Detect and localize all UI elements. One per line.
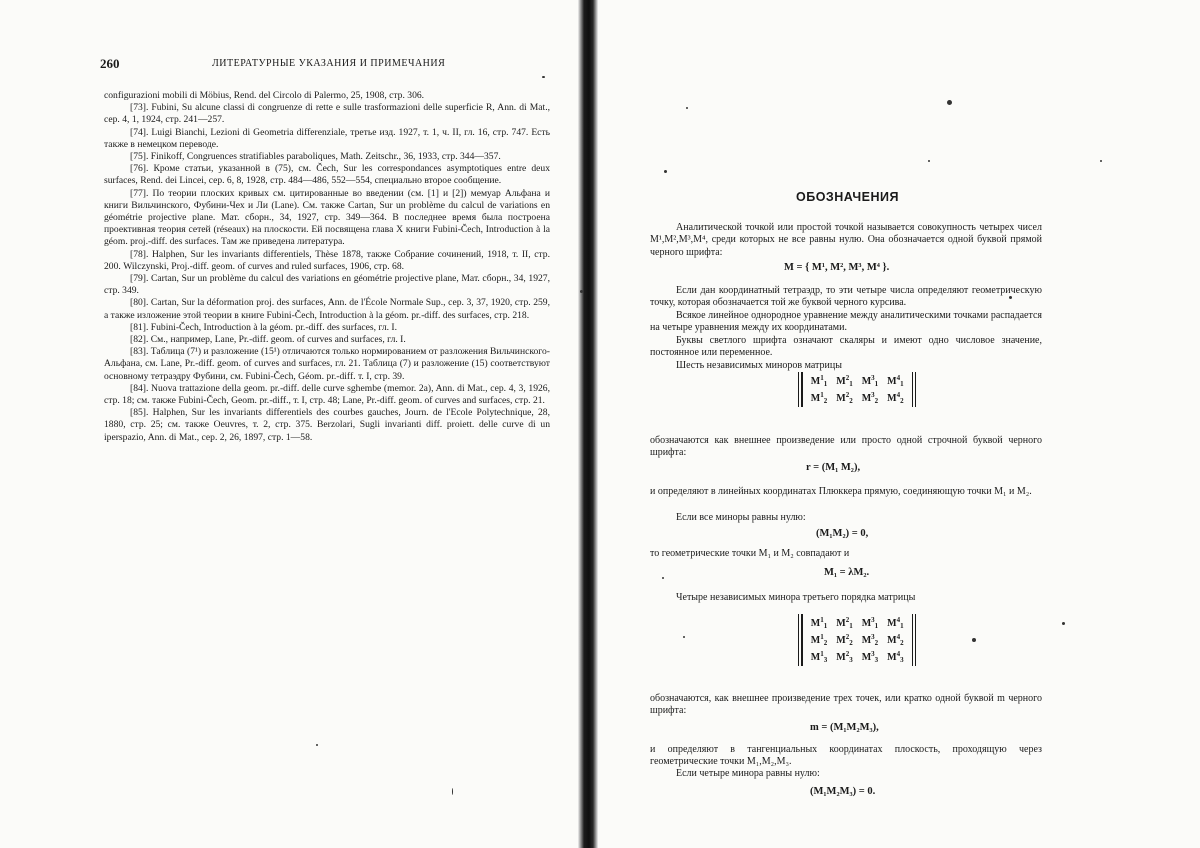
matrix-cell: $M^1_2$ bbox=[810, 391, 828, 405]
reference-item: [73]. Fubini, Su alcune classi di congruenze di rette e sulle trasformazioni delle superficie R, Ann. di Mat., сер. 4, 1, 1924, стр. 241—257. bbox=[104, 102, 550, 126]
reference-item: [74]. Luigi Bianchi, Lezioni di Geometria differenziale, третье изд. 1927, т. 1, ч. II, гл. 16, стр. 747. Есть также в немецком переводе. bbox=[104, 126, 550, 150]
matrix-cell: $M^4_1$ bbox=[887, 616, 904, 630]
matrix-left-bar bbox=[796, 614, 805, 666]
matrix-cell: $M^2_2$ bbox=[836, 391, 853, 405]
matrix-body bbox=[805, 372, 910, 407]
matrix-cell: $M^4_2$ bbox=[887, 391, 904, 405]
scan-speck bbox=[542, 76, 545, 78]
section-title: ОБОЗНАЧЕНИЯ bbox=[796, 190, 899, 204]
matrix-body bbox=[805, 614, 910, 666]
scan-speck bbox=[928, 160, 930, 162]
scan-speck bbox=[580, 290, 583, 293]
formula: m = (M₁M₂M₃), bbox=[810, 722, 879, 733]
reference-item: [76]. Кроме статьи, указанной в (75), см. Čech, Sur les correspondances asymptotiques entre deux surfaces, Rend. dei Lincei, сер. 6, 8, 1928, стр. 484—486, 552—554, специально второе сообщение. bbox=[104, 163, 550, 187]
paragraph: Если четыре минора равны нулю: bbox=[676, 768, 820, 779]
paragraph: Если все миноры равны нулю: bbox=[676, 512, 806, 523]
paragraph: обозначаются, как внешнее произведение трех точек, или кратко одной буквой m черного шрифта: bbox=[650, 693, 1042, 717]
paragraph: Буквы светлого шрифта означают скаляры и имеют одно числовое значение, постоянное или переменное. bbox=[650, 335, 1042, 359]
matrix-cell: $M^4_2$ bbox=[887, 633, 904, 647]
paragraph: Аналитической точкой или простой точкой называется совокупность четырех чисел M¹,M²,M³,M⁴, среди которых не все равны нулю. Она обозначается одной буквой прямой черного шрифта: bbox=[650, 222, 1042, 258]
scan-speck bbox=[947, 100, 952, 105]
matrix-cell: $M^2_1$ bbox=[836, 374, 853, 388]
scan-speck bbox=[1100, 160, 1102, 162]
matrix-cell: $M^1_2$ bbox=[810, 633, 828, 647]
scan-speck bbox=[662, 577, 664, 579]
formula: M = { M¹, M², M³, M⁴ }. bbox=[784, 262, 890, 273]
reference-item: [79]. Cartan, Sur un problème du calcul des variations en géométrie projective plane, Мат. сборн., 34, 1927, стр. 349. bbox=[104, 273, 550, 297]
left-page bbox=[0, 0, 578, 848]
paragraph: и определяют в линейных координатах Плюккера прямую, соединяющую точки M₁ и M₂. bbox=[650, 486, 1032, 497]
reference-item: [81]. Fubini-Čech, Introduction à la géom. pr.-diff. des surfaces, гл. I. bbox=[130, 321, 398, 333]
scan-speck bbox=[683, 636, 685, 638]
page-number: 260 bbox=[100, 56, 120, 71]
reference-item: [85]. Halphen, Sur les invariants differentiels des courbes gauches, Journ. de l'Ecole Polytechnique, 28, 1880, стр. 25; см. также Oeuvres, т. 2, стр. 375. Berzolari, Sugli invarianti diff. proiett. delle curve di un iperspazio, Ann. di Mat., сер. 2, 26, 1897, стр. 1—58. bbox=[104, 407, 550, 443]
scan-speck bbox=[972, 638, 976, 642]
formula: M₁ = λM₂. bbox=[824, 567, 870, 578]
reference-item: [82]. См., например, Lane, Pr.-diff. geom. of curves and surfaces, гл. I. bbox=[130, 334, 406, 346]
formula: r = (M₁ M₂), bbox=[806, 462, 861, 473]
scan-speck bbox=[1062, 622, 1065, 625]
matrix-cell: $M^3_2$ bbox=[861, 391, 879, 405]
matrix-cell: $M^3_1$ bbox=[861, 374, 879, 388]
paragraph: Шесть независимых миноров матрицы bbox=[676, 360, 842, 371]
matrix-cell: $M^2_1$ bbox=[836, 616, 853, 630]
reference-item: configurazioni mobili di Möbius, Rend. del Circolo di Palermo, 25, 1908, стр. 306. bbox=[104, 90, 425, 101]
reference-item: [78]. Halphen, Sur les invariants differentiels, Thèse 1878, также Собрание сочинений, 1918, т. II, стр. 200. Wilczynski, Proj.-diff. geom. of curves and ruled surfaces, 1906, стр. 68. bbox=[104, 248, 550, 272]
matrix-cell: $M^1_1$ bbox=[810, 616, 828, 630]
scan-speck bbox=[316, 744, 318, 746]
reference-item: [77]. По теории плоских кривых см. цитированные во введении (см. [1] и [2]) мемуар Альфана и книги Вильчинского, Фубини-Чех и Ли (Lane). См. также Cartan, Sur un problème du calcul de variations en géométrie projective plane. Мат. сборн., 34, 1927, стр. 349—364. В последнее время была построена проективная теория сетей (réseaux) на плоскости. Ей посвящена глава X книги Fubini-Čech, Introduction à la géom. proj.-diff. des surfaces. Там же приведена литература. bbox=[104, 187, 550, 248]
matrix-left-bar bbox=[796, 372, 805, 407]
paragraph: то геометрические точки M₁ и M₂ совпадают и bbox=[650, 548, 850, 559]
paragraph: и определяют в тангенциальных координатах плоскость, проходящую через геометрические точки M₁,M₂,M₃. bbox=[650, 744, 1042, 768]
matrix-right-bar bbox=[910, 372, 919, 407]
paragraph: обозначаются как внешнее произведение или просто одной строчной буквой черного шрифта: bbox=[650, 435, 1042, 459]
book-gutter bbox=[578, 0, 598, 848]
paragraph: Если дан координатный тетраэдр, то эти четыре числа определяют геометрическую точку, которая обозначается той же буквой черного курсива. bbox=[650, 285, 1042, 309]
matrix-cell: $M^2_3$ bbox=[836, 650, 853, 664]
matrix-cell: $M^4_3$ bbox=[887, 650, 904, 664]
reference-item: [75]. Finikoff, Congruences stratifiables paraboliques, Math. Zeitschr., 36, 1933, стр. 344—357. bbox=[130, 151, 501, 163]
paragraph: Всякое линейное однородное уравнение между аналитическими точками распадается на четыре уравнения между их координатами. bbox=[650, 310, 1042, 334]
reference-item: [84]. Nuova trattazione della geom. pr.-diff. delle curve sghembe (memor. 2a), Ann. di Mat., сер. 4, 3, 1926, стр. 18; см. также Fubini-Čech, Geom. pr.-diff., т. I, стр. 48; Lane, Pr.-diff. geom. of curves and surfaces, стр. 21. bbox=[104, 382, 550, 407]
formula: (M₁M₂) = 0, bbox=[816, 528, 869, 539]
running-title: ЛИТЕРАТУРНЫЕ УКАЗАНИЯ И ПРИМЕЧАНИЯ bbox=[212, 58, 446, 69]
matrix-cell: $M^2_2$ bbox=[836, 633, 853, 647]
paragraph: Четыре независимых минора третьего порядка матрицы bbox=[676, 592, 916, 603]
matrix-3x4 bbox=[796, 614, 918, 666]
reference-item: [80]. Cartan, Sur la déformation proj. des surfaces, Ann. de l'École Normale Sup., сер. 3, 37, 1920, стр. 259, а также изложение этой теории в книге Fubini-Čech, Introduction à la géom. pr.-diff. des surfaces, стр. 218. bbox=[104, 297, 550, 321]
matrix-cell: $M^3_2$ bbox=[861, 633, 879, 647]
scan-speck bbox=[452, 788, 453, 795]
matrix-cell: $M^3_3$ bbox=[861, 650, 879, 664]
scan-speck bbox=[1009, 296, 1012, 299]
reference-list bbox=[104, 90, 550, 444]
matrix-right-bar bbox=[910, 614, 919, 666]
formula: (M₁M₂M₃) = 0. bbox=[810, 786, 876, 797]
reference-item: [83]. Таблица (7¹) и разложение (15¹) отличаются только нормированием от разложения Вильчинского-Альфана, см. Lane, Pr.-diff. geom. of curves and surfaces, гл. 21. Таблица (7) и разложение (15) соответствуют основному тетраэдру Фубини, см. Fubini-Čech, Géom. pr.-diff. т. I, стр. 39. bbox=[104, 346, 550, 382]
matrix-cell: $M^4_1$ bbox=[887, 374, 904, 388]
matrix-cell: $M^3_1$ bbox=[861, 616, 879, 630]
matrix-2x4 bbox=[796, 372, 918, 407]
scan-speck bbox=[686, 107, 688, 109]
right-page bbox=[598, 0, 1200, 848]
matrix-cell: $M^1_3$ bbox=[810, 650, 828, 664]
matrix-cell: $M^1_1$ bbox=[810, 374, 828, 388]
scan-speck bbox=[664, 170, 667, 173]
